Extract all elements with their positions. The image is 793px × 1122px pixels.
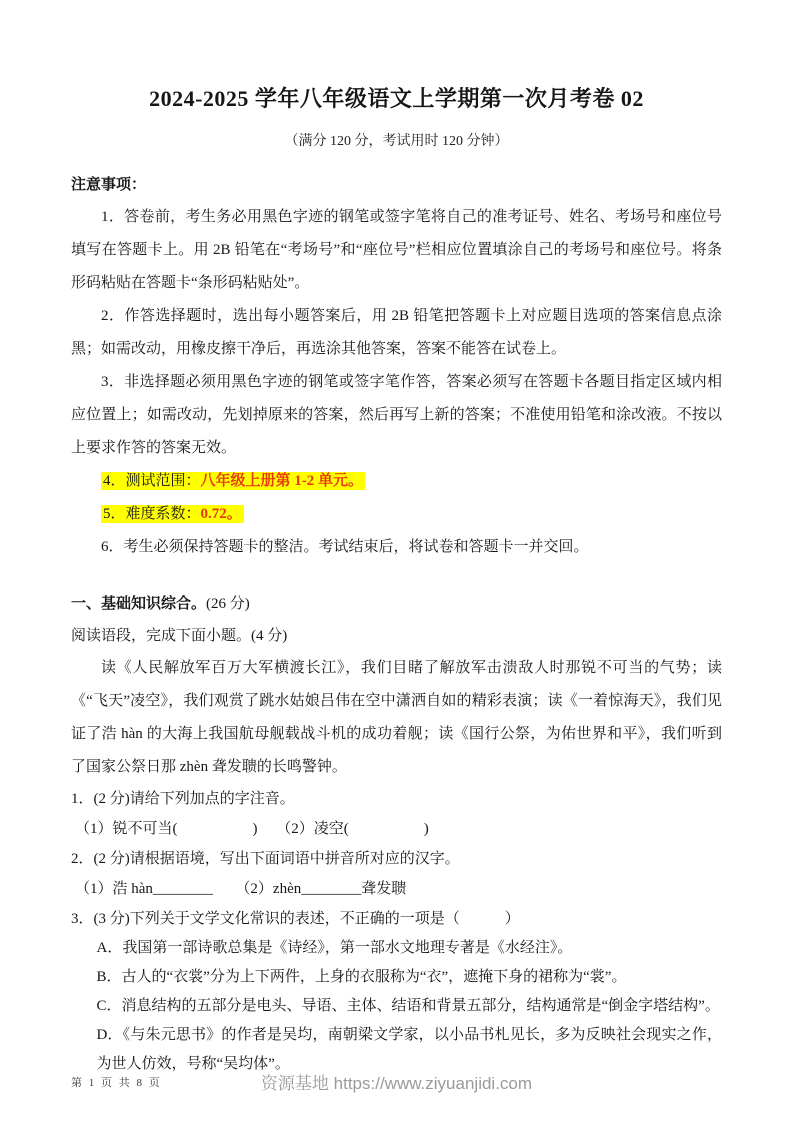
highlighted-scope-note <box>101 472 365 490</box>
scope-value: 八年级上册第 1-2 单元。 <box>200 473 364 489</box>
question-2-blanks: （1）浩 hàn________ （2）zhèn________聋发聩 <box>75 881 407 897</box>
question-3-option-c: C．消息结构的五部分是电头、导语、主体、结语和背景五部分，结构通常是“倒金字塔结构”。 <box>96 998 720 1014</box>
reading-instruction: 阅读语段，完成下面小题。(4 分) <box>71 628 288 644</box>
notice-item-4 <box>71 465 722 498</box>
page-title: 2024-2025 学年八年级语文上学期第一次月考卷 02 <box>149 86 644 111</box>
question-1-stem: 1．(2 分)请给下列加点的字注音。 <box>71 791 295 807</box>
highlighted-difficulty-note <box>101 505 244 523</box>
difficulty-label: 5．难度系数： <box>103 506 201 522</box>
page-footer <box>71 1070 722 1094</box>
section-heading-score: (26 分) <box>206 596 250 612</box>
exam-meta-line: （满分 120 分，考试用时 120 分钟） <box>284 134 509 149</box>
question-3-option-b: B．古人的“衣裳”分为上下两件，上身的衣服称为“衣”，遮掩下身的裙称为“裳”。 <box>96 969 627 985</box>
section-heading-title: 一、基础知识综合。 <box>71 596 207 612</box>
notice-item-6: 6．考生必须保持答题卡的整洁。考试结束后，将试卷和答题卡一并交回。 <box>101 539 589 555</box>
page-number: 第 1 页 共 8 页 <box>71 1077 162 1089</box>
notice-item-3: 3．非选择题必须用黑色字迹的钢笔或签字笔作答，答案必须写在答题卡各题目指定区域内相应位置上；如需改动，先划掉原来的答案，然后再写上新的答案；不准使用铅笔和涂改液。不按以上要求作答的答案无效。 <box>71 374 722 456</box>
scope-label: 4．测试范围： <box>103 473 201 489</box>
notice-item-5 <box>71 498 722 531</box>
notice-item-2: 2．作答选择题时，选出每小题答案后，用 2B 铅笔把答题卡上对应题目选项的答案信息点涂黑；如需改动，用橡皮擦干净后，再选涂其他答案，答案不能答在试卷上。 <box>71 308 722 357</box>
question-3-option-a: A．我国第一部诗歌总集是《诗经》，第一部水文地理专著是《水经注》。 <box>96 940 573 956</box>
question-1-blanks: （1）锐不可当( ) （2）凌空( ) <box>75 821 429 837</box>
watermark-link[interactable]: 资源基地 https://www.ziyuanjidi.com <box>260 1074 533 1093</box>
section-heading <box>71 588 722 621</box>
notices-heading: 注意事项： <box>71 176 147 193</box>
notice-item-1: 1．答卷前，考生务必用黑色字迹的钢笔或签字笔将自己的准考证号、姓名、考场号和座位号填写在答题卡上。用 2B 铅笔在“考场号”和“座位号”栏相应位置填涂自己的考场号和座位号。将条形码粘贴在答题卡“条形码粘贴处”。 <box>71 209 722 291</box>
reading-passage: 读《人民解放军百万大军横渡长江》，我们目睹了解放军击溃敌人时那锐不可当的气势；读《“飞天”凌空》，我们观赏了跳水姑娘吕伟在空中潇洒自如的精彩表演；读《一着惊海天》，我们见证了浩 hàn 的大海上我国航母舰载战斗机的成功着舰；读《国行公祭，为佑世界和平》，我们听到了国家公祭日那 zhèn 聋发聩的长鸣警钟。 <box>71 660 722 775</box>
difficulty-value: 0.72。 <box>200 506 242 522</box>
question-2-stem: 2．(2 分)请根据语境，写出下面词语中拼音所对应的汉字。 <box>71 851 460 867</box>
question-3-stem: 3．(3 分)下列关于文学文化常识的表述，不正确的一项是（ ） <box>71 911 520 927</box>
question-3-option-d: D．《与朱元思书》的作者是吴均，南朝梁文学家，以小品书札见长，多为反映社会现实之作，为世人仿效，号称“吴均体”。 <box>96 1027 722 1072</box>
